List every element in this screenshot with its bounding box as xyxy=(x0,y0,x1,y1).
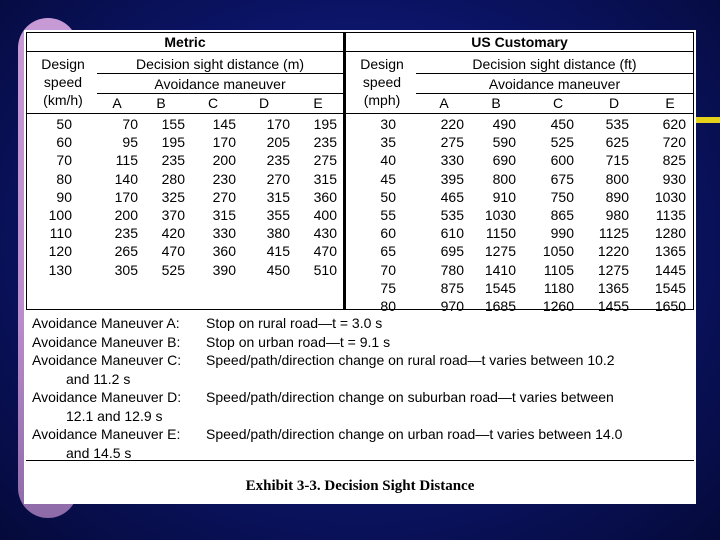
distance-cell: 145 xyxy=(212,116,236,132)
maneuver-label: Avoidance Maneuver A: xyxy=(32,315,180,331)
speed-cell: 120 xyxy=(48,243,72,260)
distance-cell: 1445 xyxy=(654,261,686,278)
distance-cell: 720 xyxy=(662,134,686,151)
speed-cell: 75 xyxy=(380,279,396,296)
speed-cell: 60 xyxy=(56,134,72,151)
column-letter: D xyxy=(608,95,620,111)
distance-cell: 470 xyxy=(161,243,185,260)
distance-cell: 800 xyxy=(492,170,516,187)
speed-cell: 55 xyxy=(380,206,396,223)
design-label-line: Design xyxy=(41,56,85,72)
column-letter: A xyxy=(112,95,122,111)
distance-cell: 675 xyxy=(550,170,574,187)
table-row xyxy=(346,261,693,279)
maneuver-text: Speed/path/direction change on suburban road—t varies between xyxy=(206,389,614,405)
distance-cell: 155 xyxy=(161,116,185,132)
distance-cell: 235 xyxy=(313,134,337,151)
column-letter: C xyxy=(207,95,219,111)
distance-cell: 115 xyxy=(115,152,138,169)
distance-cell: 510 xyxy=(313,261,337,278)
us-title: US Customary xyxy=(346,33,693,52)
distance-cell: 200 xyxy=(212,152,236,169)
table-row xyxy=(27,224,343,242)
distance-cell: 235 xyxy=(114,225,138,242)
speed-cell: 130 xyxy=(48,261,72,278)
distance-cell: 865 xyxy=(550,206,574,223)
distance-cell: 330 xyxy=(440,152,464,169)
design-label-line: speed xyxy=(362,74,402,90)
distance-cell: 610 xyxy=(440,225,464,242)
speed-cell: 80 xyxy=(380,297,396,314)
maneuver-label: Avoidance Maneuver C: xyxy=(32,352,182,368)
table-row xyxy=(346,297,693,315)
design-label-line: speed xyxy=(43,74,83,90)
sight-distance-table xyxy=(26,32,694,314)
distance-cell: 325 xyxy=(161,188,185,205)
distance-cell: 535 xyxy=(605,116,629,132)
table-row xyxy=(27,115,343,133)
distance-cell: 1365 xyxy=(654,243,686,260)
distance-cell: 140 xyxy=(114,170,138,187)
column-letter: A xyxy=(439,95,449,111)
distance-cell: 1105 xyxy=(543,261,574,278)
speed-cell: 45 xyxy=(380,170,396,187)
maneuver-text-continuation: and 14.5 s xyxy=(66,444,132,461)
header-rule xyxy=(346,113,693,114)
bottom-rule xyxy=(26,460,694,461)
table-row xyxy=(27,206,343,224)
distance-cell: 355 xyxy=(266,206,290,223)
distance-cell: 1050 xyxy=(542,243,574,260)
speed-cell: 70 xyxy=(56,152,72,169)
metric-column-letters xyxy=(27,94,343,112)
distance-cell: 525 xyxy=(161,261,185,278)
metric-section xyxy=(27,33,346,309)
speed-cell: 40 xyxy=(380,152,396,169)
table-row xyxy=(346,133,693,151)
distance-cell: 1135 xyxy=(655,206,686,223)
design-label-unit: (km/h) xyxy=(43,92,83,108)
distance-cell: 490 xyxy=(492,116,516,132)
design-label-line: Design xyxy=(360,56,404,72)
us-sight-header: Decision sight distance (ft) xyxy=(416,55,693,74)
distance-cell: 205 xyxy=(266,134,290,151)
distance-cell: 95 xyxy=(122,134,138,151)
speed-cell: 90 xyxy=(56,188,72,205)
table-row xyxy=(346,279,693,297)
speed-cell: 110 xyxy=(49,225,72,242)
design-label-unit: (mph) xyxy=(363,92,401,108)
distance-cell: 330 xyxy=(212,225,236,242)
maneuver-text: Speed/path/direction change on rural road—t varies between 10.2 xyxy=(206,352,615,368)
speed-cell: 80 xyxy=(56,170,72,187)
distance-cell: 890 xyxy=(605,188,629,205)
maneuver-notes xyxy=(32,314,692,462)
column-letter: B xyxy=(491,95,501,111)
column-letter: B xyxy=(156,95,166,111)
maneuver-text: Stop on rural road—t = 3.0 s xyxy=(206,315,383,331)
distance-cell: 695 xyxy=(440,243,464,260)
distance-cell: 470 xyxy=(313,243,337,260)
distance-cell: 1365 xyxy=(597,279,629,296)
distance-cell: 305 xyxy=(114,261,138,278)
speed-cell: 60 xyxy=(380,225,396,242)
distance-cell: 1275 xyxy=(484,243,516,260)
table-row xyxy=(27,133,343,151)
distance-cell: 1275 xyxy=(597,261,629,278)
distance-cell: 220 xyxy=(440,116,464,132)
distance-cell: 990 xyxy=(550,225,574,242)
distance-cell: 400 xyxy=(313,206,337,223)
distance-cell: 450 xyxy=(266,261,290,278)
speed-cell: 70 xyxy=(380,261,396,278)
metric-title: Metric xyxy=(27,33,343,52)
distance-cell: 875 xyxy=(440,279,464,296)
table-row xyxy=(346,206,693,224)
distance-cell: 600 xyxy=(550,152,574,169)
table-row xyxy=(27,170,343,188)
table-row xyxy=(27,242,343,260)
column-letter: E xyxy=(665,95,675,111)
maneuver-text-continuation: 12.1 and 12.9 s xyxy=(66,407,163,424)
header-rule xyxy=(27,113,343,114)
table-row xyxy=(346,170,693,188)
distance-cell: 1260 xyxy=(542,297,574,314)
distance-cell: 715 xyxy=(605,152,629,169)
distance-cell: 235 xyxy=(161,152,185,169)
distance-cell: 70 xyxy=(122,116,138,132)
us-column-letters xyxy=(346,94,693,112)
column-letter: D xyxy=(258,95,270,111)
distance-cell: 620 xyxy=(662,116,686,132)
distance-cell: 625 xyxy=(605,134,629,151)
distance-cell: 280 xyxy=(161,170,185,187)
distance-cell: 265 xyxy=(114,243,138,260)
distance-cell: 930 xyxy=(662,170,686,187)
distance-cell: 1030 xyxy=(654,188,686,205)
distance-cell: 420 xyxy=(161,225,185,242)
distance-cell: 780 xyxy=(440,261,464,278)
distance-cell: 170 xyxy=(212,134,236,151)
distance-cell: 195 xyxy=(313,116,337,132)
table-row xyxy=(27,261,343,279)
distance-cell: 380 xyxy=(266,225,290,242)
table-row xyxy=(27,151,343,169)
exhibit-caption: Exhibit 3-3. Decision Sight Distance xyxy=(245,478,475,494)
us-avoid-header: Avoidance maneuver xyxy=(416,75,693,94)
distance-cell: 275 xyxy=(313,152,337,169)
distance-cell: 535 xyxy=(440,206,464,223)
distance-cell: 270 xyxy=(266,170,290,187)
distance-cell: 1150 xyxy=(485,225,516,242)
distance-cell: 315 xyxy=(313,170,337,187)
distance-cell: 525 xyxy=(550,134,574,151)
speed-cell: 65 xyxy=(380,243,396,260)
distance-cell: 270 xyxy=(212,188,236,205)
us-rows xyxy=(346,115,693,315)
speed-cell: 100 xyxy=(48,206,72,223)
distance-cell: 230 xyxy=(212,170,236,187)
distance-cell: 370 xyxy=(161,206,185,223)
speed-cell: 50 xyxy=(380,188,396,205)
metric-rows xyxy=(27,115,343,279)
distance-cell: 1125 xyxy=(598,225,629,242)
maneuver-note xyxy=(32,388,692,425)
distance-cell: 360 xyxy=(313,188,337,205)
distance-cell: 1545 xyxy=(654,279,686,296)
distance-cell: 315 xyxy=(212,206,236,223)
distance-cell: 200 xyxy=(114,206,138,223)
speed-cell: 35 xyxy=(380,134,396,151)
distance-cell: 1650 xyxy=(654,297,686,314)
distance-cell: 690 xyxy=(492,152,516,169)
speed-cell: 30 xyxy=(380,116,396,132)
distance-cell: 1180 xyxy=(543,279,574,296)
distance-cell: 195 xyxy=(161,134,185,151)
maneuver-note xyxy=(32,333,692,352)
distance-cell: 1545 xyxy=(484,279,516,296)
maneuver-note xyxy=(32,351,692,388)
distance-cell: 825 xyxy=(662,152,686,169)
distance-cell: 395 xyxy=(440,170,464,187)
distance-cell: 430 xyxy=(313,225,337,242)
us-section xyxy=(346,33,693,314)
distance-cell: 315 xyxy=(266,188,290,205)
table-row xyxy=(346,242,693,260)
distance-cell: 360 xyxy=(212,243,236,260)
maneuver-note xyxy=(32,314,692,333)
distance-cell: 800 xyxy=(605,170,629,187)
distance-cell: 590 xyxy=(492,134,516,151)
distance-cell: 910 xyxy=(492,188,516,205)
exhibit-sheet xyxy=(24,30,696,504)
distance-cell: 450 xyxy=(550,116,574,132)
distance-cell: 1455 xyxy=(597,297,629,314)
distance-cell: 390 xyxy=(212,261,236,278)
distance-cell: 465 xyxy=(440,188,464,205)
distance-cell: 1030 xyxy=(484,206,516,223)
column-letter: C xyxy=(552,95,564,111)
table-row xyxy=(27,188,343,206)
maneuver-text: Stop on urban road—t = 9.1 s xyxy=(206,333,391,350)
accent-line xyxy=(696,117,720,123)
maneuver-note xyxy=(32,425,692,462)
metric-sight-header: Decision sight distance (m) xyxy=(97,55,343,74)
metric-avoid-header: Avoidance maneuver xyxy=(97,75,343,94)
distance-cell: 170 xyxy=(266,116,290,132)
distance-cell: 1220 xyxy=(597,243,629,260)
table-row xyxy=(346,115,693,133)
distance-cell: 1685 xyxy=(484,297,516,314)
maneuver-label: Avoidance Maneuver D: xyxy=(32,389,182,405)
distance-cell: 1410 xyxy=(484,261,516,278)
distance-cell: 970 xyxy=(440,297,464,314)
distance-cell: 1280 xyxy=(654,225,686,242)
distance-cell: 235 xyxy=(266,152,290,169)
maneuver-label: Avoidance Maneuver E: xyxy=(32,426,181,442)
distance-cell: 750 xyxy=(550,188,574,205)
column-letter: E xyxy=(313,95,323,111)
distance-cell: 980 xyxy=(605,206,629,223)
table-row xyxy=(346,151,693,169)
distance-cell: 415 xyxy=(266,243,290,260)
distance-cell: 275 xyxy=(440,134,464,151)
table-row xyxy=(346,224,693,242)
maneuver-text-continuation: and 11.2 s xyxy=(66,370,131,387)
speed-cell: 50 xyxy=(56,116,72,132)
table-row xyxy=(346,188,693,206)
maneuver-text: Speed/path/direction change on urban road—t varies between 14.0 xyxy=(206,426,623,442)
maneuver-label: Avoidance Maneuver B: xyxy=(32,333,181,350)
distance-cell: 170 xyxy=(114,188,138,205)
